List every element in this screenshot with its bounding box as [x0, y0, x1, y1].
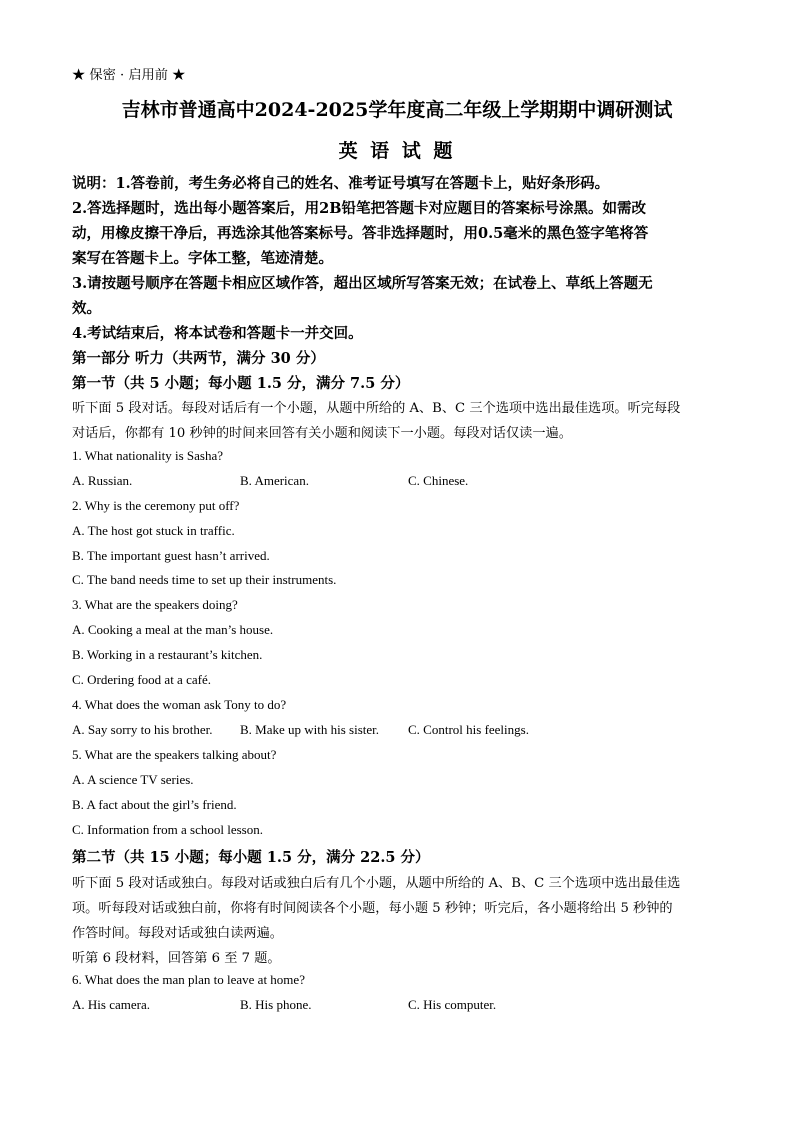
- instruction-line: 2.答选择题时，选出每小题答案后，用2B铅笔把答题卡对应题目的答案标号涂黑。如需改: [72, 200, 646, 217]
- exam-title: 吉林市普通高中2024-2025学年度高二年级上学期期中调研测试: [121, 99, 673, 121]
- section2-heading: 第二节（共 15 小题；每小题 1.5 分，满分 22.5 分）: [72, 849, 430, 866]
- question-stem: 5. What are the speakers talking about?: [72, 747, 277, 762]
- option: C. Control his feelings.: [408, 722, 529, 737]
- instruction-line: 4.考试结束后，将本试卷和答题卡一并交回。: [72, 325, 363, 342]
- exam-subtitle: 英 语 试 题: [338, 140, 456, 162]
- option: C. Information from a school lesson.: [72, 822, 263, 837]
- instruction-line: 3.请按题号顺序在答题卡相应区域作答，超出区域所写答案无效；在试卷上、草纸上答题无: [72, 275, 653, 292]
- section2-directions: 听下面 5 段对话或独白。每段对话或独白后有几个小题，从题中所给的 A、B、C 三个选项中选出最佳选: [72, 876, 681, 891]
- option: B. American.: [240, 473, 309, 488]
- question-stem: 1. What nationality is Sasha?: [72, 448, 224, 463]
- option-row: [72, 997, 497, 1013]
- question-stem: 3. What are the speakers doing?: [72, 597, 238, 612]
- section1-directions: 听下面 5 段对话。每段对话后有一个小题，从题中所给的 A、B、C 三个选项中选出最佳选项。听完每段: [72, 401, 681, 416]
- instruction-line: 效。: [72, 300, 101, 317]
- confidential-mark: ★ 保密 · 启用前 ★: [72, 68, 186, 83]
- option-row: [72, 473, 469, 489]
- option: B. His phone.: [240, 997, 312, 1012]
- question-stem: 6. What does the man plan to leave at home?: [72, 972, 305, 987]
- section2-directions: 项。听每段对话或独白前，你将有时间阅读各个小题，每小题 5 秒钟；听完后，各小题将给出 5 秒钟的: [72, 901, 673, 916]
- option: B. Working in a restaurant’s kitchen.: [72, 647, 263, 662]
- option: C. The band needs time to set up their instruments.: [72, 572, 337, 587]
- question-stem: 4. What does the woman ask Tony to do?: [72, 697, 287, 712]
- option: C. His computer.: [408, 997, 497, 1012]
- section1-directions: 对话后，你都有 10 秒钟的时间来回答有关小题和阅读下一小题。每段对话仅读一遍。: [72, 426, 572, 441]
- option: C. Ordering food at a café.: [72, 672, 211, 687]
- part1-heading: 第一部分 听力（共两节，满分 30 分）: [72, 350, 325, 367]
- option: A. A science TV series.: [72, 772, 194, 787]
- instruction-line: 案写在答题卡上。字体工整，笔迹清楚。: [72, 250, 333, 267]
- option: B. The important guest hasn’t arrived.: [72, 548, 270, 563]
- instruction-line: 说明：1.答卷前，考生务必将自己的姓名、准考证号填写在答题卡上，贴好条形码。: [72, 175, 610, 192]
- option: B. A fact about the girl’s friend.: [72, 797, 237, 812]
- option: A. The host got stuck in traffic.: [72, 523, 235, 538]
- instruction-line: 动，用橡皮擦干净后，再选涂其他答案标号。答非选择题时，用0.5毫米的黑色签字笔将答: [72, 225, 649, 242]
- option: B. Make up with his sister.: [240, 722, 380, 737]
- option-row: [72, 722, 529, 738]
- option: A. Russian.: [72, 473, 133, 488]
- section1-heading: 第一节（共 5 小题；每小题 1.5 分，满分 7.5 分）: [72, 375, 410, 392]
- material-note: 听第 6 段材料，回答第 6 至 7 题。: [72, 951, 281, 966]
- question-stem: 2. Why is the ceremony put off?: [72, 498, 240, 513]
- section2-directions: 作答时间。每段对话或独白读两遍。: [72, 926, 283, 941]
- option: A. Cooking a meal at the man’s house.: [72, 622, 274, 637]
- option: C. Chinese.: [408, 473, 469, 488]
- option: A. His camera.: [72, 997, 150, 1012]
- option: A. Say sorry to his brother.: [72, 722, 213, 737]
